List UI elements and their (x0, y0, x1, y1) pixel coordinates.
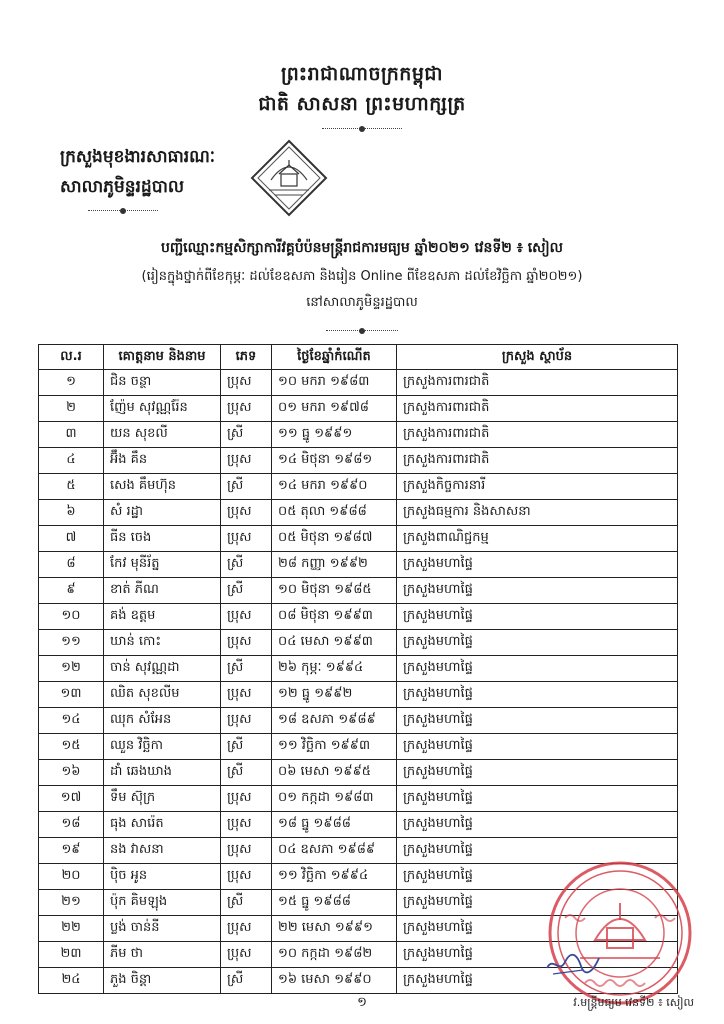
header-divider (322, 128, 402, 129)
table-row (39, 578, 678, 604)
cell-dob: ១៨ ឧសភា ១៩៨៩ (272, 708, 397, 734)
cell-name: ឈួន វិច្ឆិកា (104, 734, 221, 760)
cell-dob: ១៤ មករា ១៩៩០ (272, 474, 397, 500)
cell-dob: ០៥ តុលា ១៩៨៨ (272, 500, 397, 526)
school-emblem-icon (249, 138, 329, 218)
cell-dob: ០៦ មេសា ១៩៩៥ (272, 760, 397, 786)
cell-name: ខាត់ ភីណ (104, 578, 221, 604)
cell-org: ក្រសួងមហាផ្ទៃ (397, 708, 678, 734)
cell-sex: ប្រុស (221, 838, 272, 864)
cell-org: ក្រសួងមហាផ្ទៃ (397, 682, 678, 708)
cell-sex: ស្រី (221, 578, 272, 604)
cell-org: ក្រសួងមហាផ្ទៃ (397, 552, 678, 578)
cell-sex: ប្រុស (221, 682, 272, 708)
table-row (39, 708, 678, 734)
header-sex: ភេទ (221, 345, 272, 370)
cell-org: ក្រសួងការពារជាតិ (397, 370, 678, 396)
document-subtitle: (រៀនក្នុងថ្នាក់ពីខែកុម្ភៈ ដល់ខែឧសភា និងរៀន Online ពីខែឧសភា ដល់ខែវិច្ឆិកា ឆ្នាំ២០២១) (141, 269, 583, 284)
cell-name: ធុង សារ៉េត (104, 812, 221, 838)
cell-name: ឃាន់ កោះ (104, 630, 221, 656)
cell-dob: ២៦ កុម្ភៈ ១៩៩៤ (272, 656, 397, 682)
cell-no: ២០ (39, 864, 104, 890)
cell-dob: ១២ ធ្នូ ១៩៩២ (272, 682, 397, 708)
table-row (39, 786, 678, 812)
cell-sex: ប្រុស (221, 916, 272, 942)
table-row (39, 812, 678, 838)
cell-org: ក្រសួងការពារជាតិ (397, 422, 678, 448)
cell-name: ជិន ចន្ថា (104, 370, 221, 396)
cell-name: ញ៉ែម សុវណ្ណរ៉ែន (104, 396, 221, 422)
cell-dob: ១១ វិច្ឆិកា ១៩៩៣ (272, 734, 397, 760)
cell-sex: ប្រុស (221, 448, 272, 474)
official-seal-icon (545, 858, 695, 1008)
cell-name: ប្លង់ ចាន់នី (104, 916, 221, 942)
cell-org: ក្រសួងមហាផ្ទៃ (397, 864, 678, 890)
cell-org: ក្រសួងពាណិជ្ជកម្ម (397, 526, 678, 552)
cell-dob: ០៨ មិថុនា ១៩៩៣ (272, 604, 397, 630)
cell-sex: ប្រុស (221, 630, 272, 656)
cell-org: ក្រសួងមហាផ្ទៃ (397, 786, 678, 812)
cell-org: ក្រសួងមហាផ្ទៃ (397, 604, 678, 630)
table-row (39, 656, 678, 682)
document-location: នៅសាលាភូមិន្ទរដ្ឋបាល (306, 295, 418, 310)
table-row (39, 474, 678, 500)
cell-dob: ០៥ មិថុនា ១៩៨៧ (272, 526, 397, 552)
cell-sex: ប្រុស (221, 864, 272, 890)
cell-org: ក្រសួងមហាផ្ទៃ (397, 630, 678, 656)
ministry-divider (88, 210, 158, 211)
cell-org: ក្រសួងមហាផ្ទៃ (397, 656, 678, 682)
cell-sex: ប្រុស (221, 370, 272, 396)
cell-no: ១៧ (39, 786, 104, 812)
page-number: ១ (357, 995, 367, 1010)
cell-dob: ២២ មេសា ១៩៩១ (272, 916, 397, 942)
cell-org: ក្រសួងមហាផ្ទៃ (397, 916, 678, 942)
cell-name: ទឹម ស៊ុក្រ (104, 786, 221, 812)
cell-sex: ស្រី (221, 422, 272, 448)
cell-dob: ០៤ ឧសភា ១៩៨៩ (272, 838, 397, 864)
title-divider (326, 330, 398, 331)
cell-no: ១០ (39, 604, 104, 630)
cell-name: ឈុក សំអែន (104, 708, 221, 734)
cell-sex: ប្រុស (221, 786, 272, 812)
cell-org: ក្រសួងមហាផ្ទៃ (397, 734, 678, 760)
cell-dob: ១០ មករា ១៩៨៣ (272, 370, 397, 396)
cell-no: ១ (39, 370, 104, 396)
cell-no: ២៤ (39, 968, 104, 994)
cell-org: ក្រសួងមហាផ្ទៃ (397, 968, 678, 994)
cell-dob: ១៨ ធ្នូ ១៩៨៨ (272, 812, 397, 838)
cell-sex: ប្រុស (221, 708, 272, 734)
cell-sex: ប្រុស (221, 942, 272, 968)
table-row (39, 448, 678, 474)
cell-org: ក្រសួងមហាផ្ទៃ (397, 942, 678, 968)
cell-name: អ៊ឹង គឹន (104, 448, 221, 474)
table-row (39, 500, 678, 526)
document-title: បញ្ជីឈ្មោះកម្មសិក្សាការីវគ្គបំប៉នមន្ត្រីរាជការមធ្យម ឆ្នាំ២០២១ វេនទី២ ៖ សៀល (160, 240, 564, 256)
cell-no: ៦ (39, 500, 104, 526)
cell-name: សំ រដ្ឋា (104, 500, 221, 526)
cell-name: យន សុខលី (104, 422, 221, 448)
cell-sex: ស្រី (221, 656, 272, 682)
cell-sex: ប្រុស (221, 812, 272, 838)
cell-no: ៩ (39, 578, 104, 604)
cell-no: ១៤ (39, 708, 104, 734)
table-row (39, 630, 678, 656)
cell-org: ក្រសួងការពារជាតិ (397, 448, 678, 474)
cell-dob: ១៥ ធ្នូ ១៩៨៨ (272, 890, 397, 916)
cell-no: ១២ (39, 656, 104, 682)
table-row (39, 422, 678, 448)
cell-no: ១៣ (39, 682, 104, 708)
cell-dob: ១៤ មិថុនា ១៩៨១ (272, 448, 397, 474)
cell-name: ចាន់ សុវណ្ណដា (104, 656, 221, 682)
ministry-name: ក្រសួងមុខងារសាធារណៈ (60, 147, 216, 167)
table-row (39, 552, 678, 578)
cell-no: ១១ (39, 630, 104, 656)
cell-no: ៧ (39, 526, 104, 552)
cell-name: នង វាសនា (104, 838, 221, 864)
cell-name: ឈិត សុខលីម (104, 682, 221, 708)
motto-heading: ជាតិ សាសនា ព្រះមហាក្សត្រ (258, 93, 466, 115)
table-row (39, 682, 678, 708)
cell-no: ១៥ (39, 734, 104, 760)
header-name: គោត្តនាម និងនាម (104, 345, 221, 370)
cell-sex: ស្រី (221, 968, 272, 994)
cell-sex: ប្រុស (221, 604, 272, 630)
cell-no: ៣ (39, 422, 104, 448)
cell-org: ក្រសួងមហាផ្ទៃ (397, 578, 678, 604)
cell-org: ក្រសួងមហាផ្ទៃ (397, 838, 678, 864)
footer-note: វ.មន្ត្រីមធ្យម វេនទី២ ៖ សៀល (573, 996, 694, 1009)
table-row (39, 526, 678, 552)
cell-sex: ស្រី (221, 552, 272, 578)
cell-org: ក្រសួងមហាផ្ទៃ (397, 760, 678, 786)
cell-dob: ១៦ មេសា ១៩៩០ (272, 968, 397, 994)
cell-no: ២១ (39, 890, 104, 916)
table-header-row (39, 345, 678, 370)
school-name: សាលាភូមិន្ទរដ្ឋបាល (60, 177, 185, 197)
cell-name: គង់ ឧត្តម (104, 604, 221, 630)
table-row (39, 604, 678, 630)
cell-dob: ១១ ធ្នូ ១៩៩១ (272, 422, 397, 448)
cell-name: កែវ មុនីរ័ត្ន (104, 552, 221, 578)
cell-no: ៥ (39, 474, 104, 500)
signature-icon (543, 950, 603, 978)
cell-org: ក្រសួងមហាផ្ទៃ (397, 812, 678, 838)
cell-name: ដាំ ឆេងឃាង (104, 760, 221, 786)
cell-dob: ២៨ កញ្ញា ១៩៩២ (272, 552, 397, 578)
header-org: ក្រសួង ស្ថាប័ន (397, 345, 678, 370)
cell-org: ក្រសួងកិច្ចការនារី (397, 474, 678, 500)
cell-no: ៨ (39, 552, 104, 578)
cell-dob: ១០ កក្កដា ១៩៨២ (272, 942, 397, 968)
cell-name: ភីម ថា (104, 942, 221, 968)
kingdom-heading: ព្រះរាជាណាចក្រកម្ពុជា (281, 63, 443, 85)
cell-sex: ស្រី (221, 760, 272, 786)
cell-name: ភួង ចិន្តា (104, 968, 221, 994)
cell-no: ១៨ (39, 812, 104, 838)
table-row (39, 370, 678, 396)
cell-sex: ប្រុស (221, 396, 272, 422)
cell-dob: ០១ កក្កដា ១៩៨៣ (272, 786, 397, 812)
cell-no: ៤ (39, 448, 104, 474)
cell-name: ប៉ិច អូន (104, 864, 221, 890)
cell-no: ១៦ (39, 760, 104, 786)
cell-sex: ស្រី (221, 474, 272, 500)
cell-no: ២២ (39, 916, 104, 942)
table-row (39, 734, 678, 760)
cell-no: ២ (39, 396, 104, 422)
cell-no: ២៣ (39, 942, 104, 968)
cell-no: ១៩ (39, 838, 104, 864)
cell-dob: ០១ មករា ១៩៧៨ (272, 396, 397, 422)
cell-org: ក្រសួងការពារជាតិ (397, 396, 678, 422)
cell-org: ក្រសួងមហាផ្ទៃ (397, 890, 678, 916)
cell-sex: ស្រី (221, 734, 272, 760)
cell-sex: ប្រុស (221, 526, 272, 552)
cell-name: ប៉ុក គិមឡុង (104, 890, 221, 916)
cell-dob: ០៤ មេសា ១៩៩៣ (272, 630, 397, 656)
header-dob: ថ្ងៃខែឆ្នាំកំណើត (272, 345, 397, 370)
table-row (39, 396, 678, 422)
cell-dob: ១០ មិថុនា ១៩៨៥ (272, 578, 397, 604)
cell-name: ធីន ចេង (104, 526, 221, 552)
header-no: ល.រ (39, 345, 104, 370)
table-row (39, 760, 678, 786)
cell-sex: ប្រុស (221, 500, 272, 526)
cell-org: ក្រសួងធម្មការ និងសាសនា (397, 500, 678, 526)
cell-sex: ស្រី (221, 890, 272, 916)
cell-dob: ១១ វិច្ឆិកា ១៩៩៤ (272, 864, 397, 890)
cell-name: សេង គឹមហ៊ុន (104, 474, 221, 500)
